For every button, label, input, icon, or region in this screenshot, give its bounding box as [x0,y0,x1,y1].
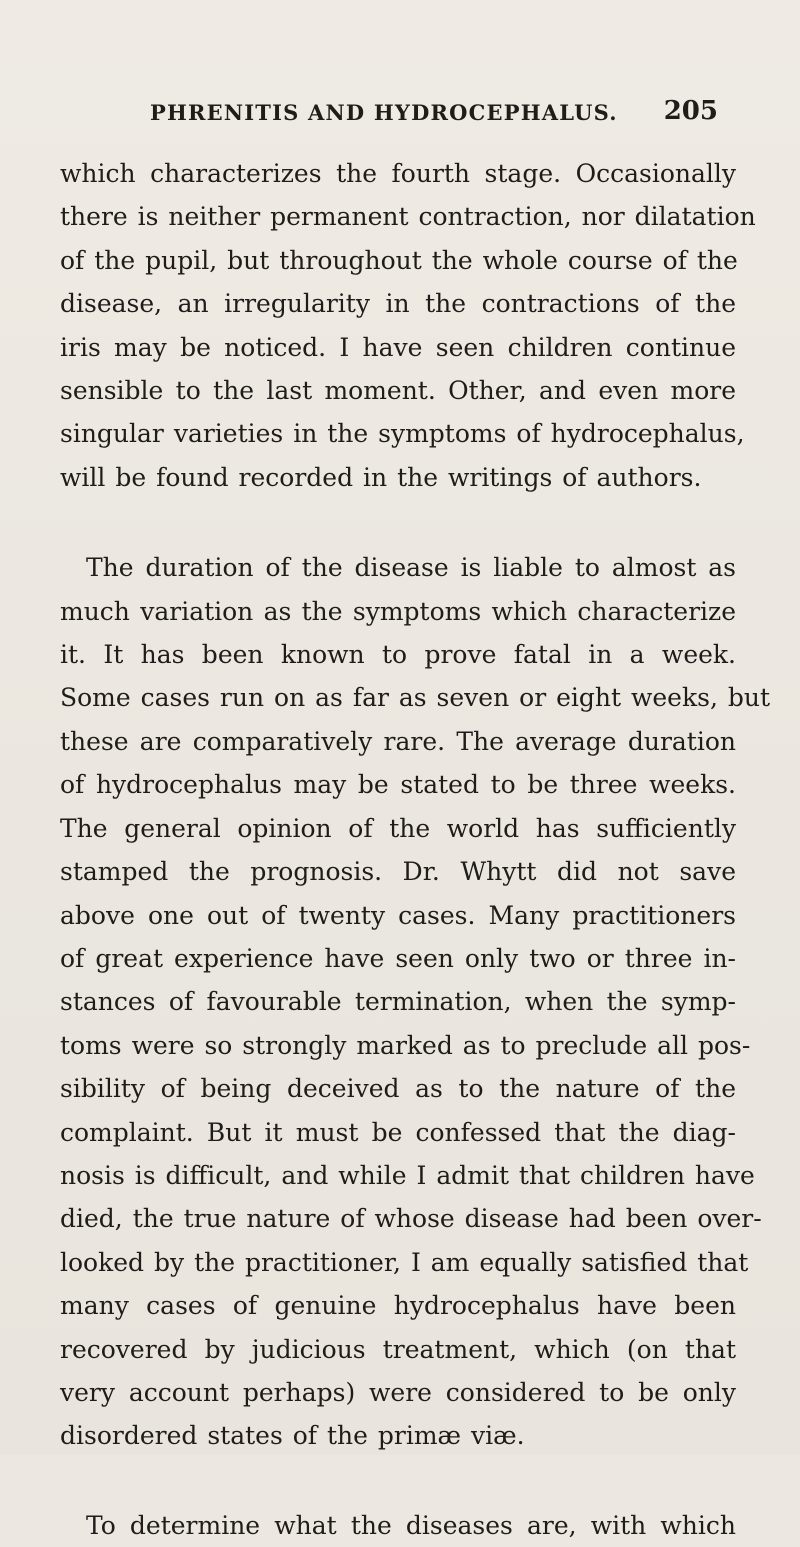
text-line: looked by the practitioner, I am equally satisfied that [60,1247,749,1277]
text-line: which characterizes the fourth stage. Occasionally [60,159,736,188]
text-line: of great experience have seen only two or three in- [60,943,736,973]
running-title: PHRENITIS AND HYDROCEPHALUS. [150,100,618,125]
text-line: The duration of the disease is liable to almost as [86,553,736,583]
text-line: many cases of genuine hydrocephalus have been [60,1291,736,1321]
text-line: will be found recorded in the writings of authors. [60,462,702,492]
text-line: above one out of twenty cases. Many practitioners [60,900,736,930]
page-header [118,92,718,132]
text-line: singular varieties in the symptoms of hydrocephalus, [60,419,745,449]
text-line: stamped the prognosis. Dr. Whytt did not save [60,857,736,887]
text-line: much variation as the symptoms which characterize [60,596,736,626]
text-line: sibility of being deceived as to the nature of the [60,1074,736,1104]
text-line: it. It has been known to prove fatal in a week. [60,640,736,670]
text-line: disease, an irregularity in the contractions of the [60,289,736,319]
text-line: of the pupil, but throughout the whole course of the [60,245,738,275]
text-line: iris may be noticed. I have seen children continue [60,332,736,362]
text-line: Some cases run on as far as seven or eight weeks, but [60,683,770,713]
text-line: there is neither permanent contraction, nor dilatation [60,202,756,232]
text-line: To determine what the diseases are, with which [86,1510,736,1540]
text-line: disordered states of the primæ viæ. [60,1421,525,1451]
text-line: died, the true nature of whose disease had been over- [60,1204,762,1234]
paragraph-3 [60,1504,736,1547]
text-line: sensible to the last moment. Other, and even more [60,376,736,406]
text-line: these are comparatively rare. The average duration [60,726,736,756]
page-body [60,152,770,1547]
paragraph-2 [60,546,770,1458]
text-line: recovered by judicious treatment, which (on that [60,1334,736,1364]
text-line: very account perhaps) were considered to be only [60,1377,736,1407]
paragraph-1 [60,152,756,499]
text-line: stances of favourable termination, when the symp- [60,987,736,1017]
text-line: nosis is difficult, and while I admit that children have [60,1160,755,1190]
text-line: complaint. But it must be confessed that the diag- [60,1117,736,1147]
text-line: toms were so strongly marked as to preclude all pos- [60,1030,751,1060]
page-number: 205 [663,96,718,126]
text-line: of hydrocephalus may be stated to be three weeks. [60,770,736,800]
text-line: The general opinion of the world has sufficiently [60,813,736,843]
